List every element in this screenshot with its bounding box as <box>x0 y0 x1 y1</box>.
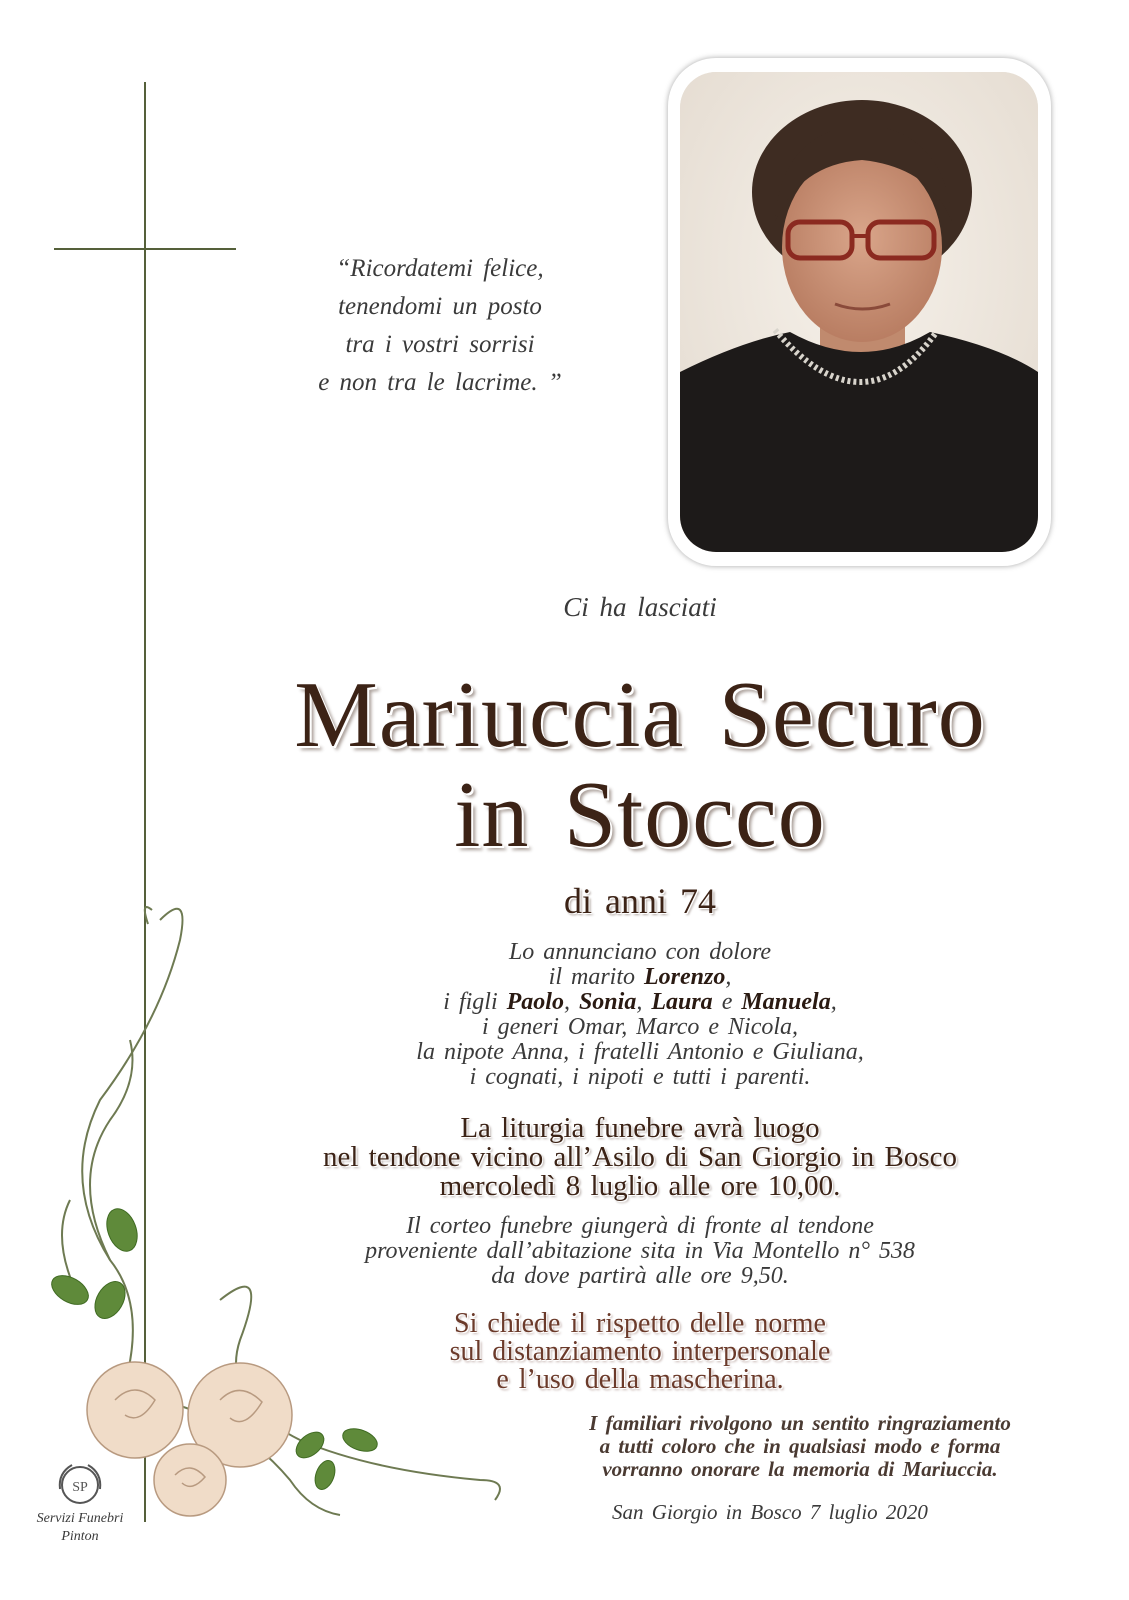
announcement-text: , <box>830 989 837 1015</box>
laurel-seal-icon <box>50 1455 110 1515</box>
child-name: Laura <box>651 989 713 1015</box>
announcement-text: , <box>725 964 732 990</box>
rose-icon <box>40 880 520 1540</box>
procession-line: da dove partirà alle ore 9,50. <box>491 1263 789 1289</box>
liturgy-line: La liturgia funebre avrà luogo <box>460 1112 820 1144</box>
announcement-line: i cognati, i nipoti e tutti i parenti. <box>469 1064 811 1090</box>
memorial-quote <box>260 250 620 402</box>
announcement-text: e <box>712 989 742 1015</box>
announcement-line: i generi Omar, Marco e Nicola, <box>481 1014 799 1040</box>
thanks-line: a tutti coloro che in qualsiasi modo e forma <box>599 1434 1001 1458</box>
thanks-block <box>520 1412 1080 1481</box>
intro-text: Ci ha lasciati <box>563 592 717 622</box>
procession-line: Il corteo funebre giungerà di fronte al tendone <box>406 1213 874 1239</box>
announcement-line: Lo annunciano con dolore <box>508 939 772 965</box>
child-name: Manuela <box>741 989 831 1015</box>
child-name: Paolo <box>506 989 564 1015</box>
quote-line: tenendomi un posto <box>338 293 542 320</box>
deceased-married-name: in Stocco <box>454 763 826 867</box>
rules-line: Si chiede il rispetto delle norme <box>454 1308 826 1339</box>
husband-name: Lorenzo <box>644 964 726 990</box>
liturgy-line: nel tendone vicino all’Asilo di San Giorgio in Bosco <box>322 1141 957 1173</box>
rose-floral-decoration <box>40 880 520 1540</box>
thanks-line: vorranno onorare la memoria di Mariuccia. <box>602 1457 998 1481</box>
announcement-text: , <box>636 989 652 1015</box>
portrait-illustration <box>680 72 1038 552</box>
funeral-home-logo <box>50 1455 110 1515</box>
quote-line: “Ricordatemi felice, <box>336 255 544 282</box>
announcement-text: , <box>563 989 579 1015</box>
logo-monogram: SP <box>72 1480 88 1495</box>
announcement-text: i figli <box>443 989 507 1015</box>
portrait-photo <box>680 72 1038 552</box>
rules-line: sul distanziamento interpersonale <box>449 1336 831 1367</box>
deceased-name: Mariuccia Securo <box>294 663 986 767</box>
announcement-text: il marito <box>548 964 644 990</box>
quote-line: tra i vostri sorrisi <box>345 331 535 358</box>
age-text: di anni 74 <box>564 881 716 921</box>
funeral-home-line: Servizi Funebri <box>36 1511 124 1526</box>
quote-line: e non tra le lacrime. ” <box>318 369 562 396</box>
place-date-line: San Giorgio in Bosco 7 luglio 2020 <box>612 1500 928 1524</box>
child-name: Sonia <box>578 989 637 1015</box>
cross-horizontal-bar <box>54 248 236 250</box>
liturgy-line: mercoledì 8 luglio alle ore 10,00. <box>439 1170 841 1202</box>
funeral-home-line: Pinton <box>61 1529 99 1544</box>
procession-line: proveniente dall’abitazione sita in Via Montello n° 538 <box>365 1238 915 1264</box>
funeral-home-name <box>10 1510 150 1546</box>
thanks-line: I familiari rivolgono un sentito ringraziamento <box>589 1411 1011 1435</box>
announcement-line: la nipote Anna, i fratelli Antonio e Giuliana, <box>416 1039 864 1065</box>
rules-line: e l’uso della mascherina. <box>496 1364 784 1395</box>
